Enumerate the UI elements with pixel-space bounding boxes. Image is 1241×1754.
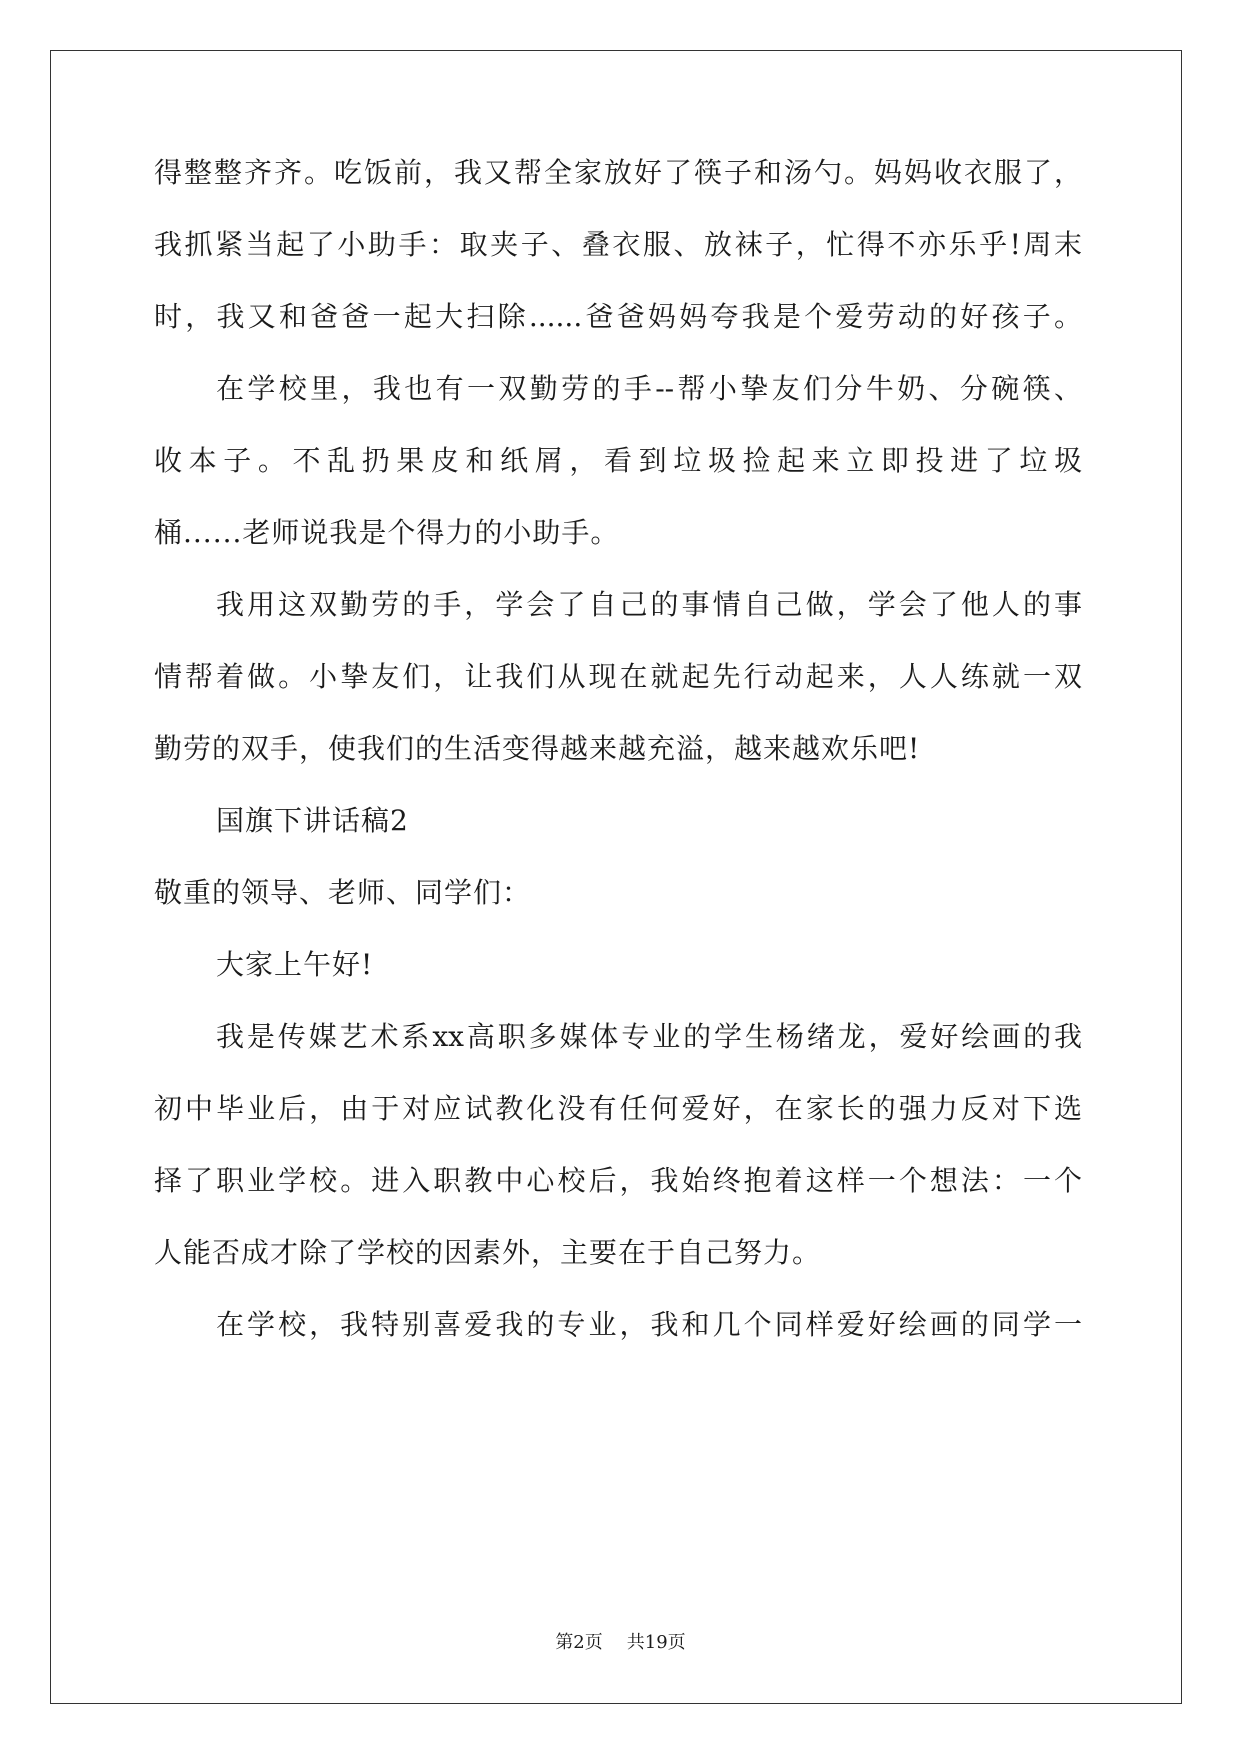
text-line: 初中毕业后，由于对应试教化没有任何爱好，在家长的强力反对下选 — [154, 1092, 1082, 1125]
section-heading: 国旗下讲话稿2 — [216, 804, 409, 837]
greeting: 大家上午好! — [216, 948, 374, 981]
paragraph-start-line: 在学校里，我也有一双勤劳的手--帮小挚友们分牛奶、分碗筷、 — [216, 372, 1082, 405]
paragraph-start-line: 我用这双勤劳的手，学会了自己的事情自己做，学会了他人的事 — [216, 588, 1082, 621]
text-line: 人能否成才除了学校的因素外，主要在于自己努力。 — [154, 1236, 822, 1269]
text-line: 时，我又和爸爸一起大扫除......爸爸妈妈夸我是个爱劳动的好孩子。 — [154, 300, 1082, 333]
page-number: 第2页 — [555, 1632, 603, 1653]
page-total: 共19页 — [626, 1632, 686, 1653]
text-line: 我抓紧当起了小助手：取夹子、叠衣服、放袜子，忙得不亦乐乎!周末 — [154, 228, 1082, 261]
page-footer — [0, 1631, 1241, 1655]
paragraph-start-line: 我是传媒艺术系xx高职多媒体专业的学生杨绪龙，爱好绘画的我 — [216, 1020, 1082, 1053]
paragraph-start-line: 在学校，我特别喜爱我的专业，我和几个同样爱好绘画的同学一 — [216, 1308, 1082, 1341]
text-line: 择了职业学校。进入职教中心校后，我始终抱着这样一个想法：一个 — [154, 1164, 1082, 1197]
text-line: 情帮着做。小挚友们，让我们从现在就起先行动起来，人人练就一双 — [154, 660, 1082, 693]
text-line: 得整整齐齐。吃饭前，我又帮全家放好了筷子和汤勺。妈妈收衣服了， — [154, 156, 1082, 189]
text-line: 收本子。不乱扔果皮和纸屑，看到垃圾捡起来立即投进了垃圾 — [154, 444, 1082, 477]
salutation: 敬重的领导、老师、同学们： — [154, 876, 532, 909]
text-line: 桶......老师说我是个得力的小助手。 — [154, 516, 620, 549]
text-line: 勤劳的双手，使我们的生活变得越来越充溢，越来越欢乐吧! — [154, 732, 921, 765]
